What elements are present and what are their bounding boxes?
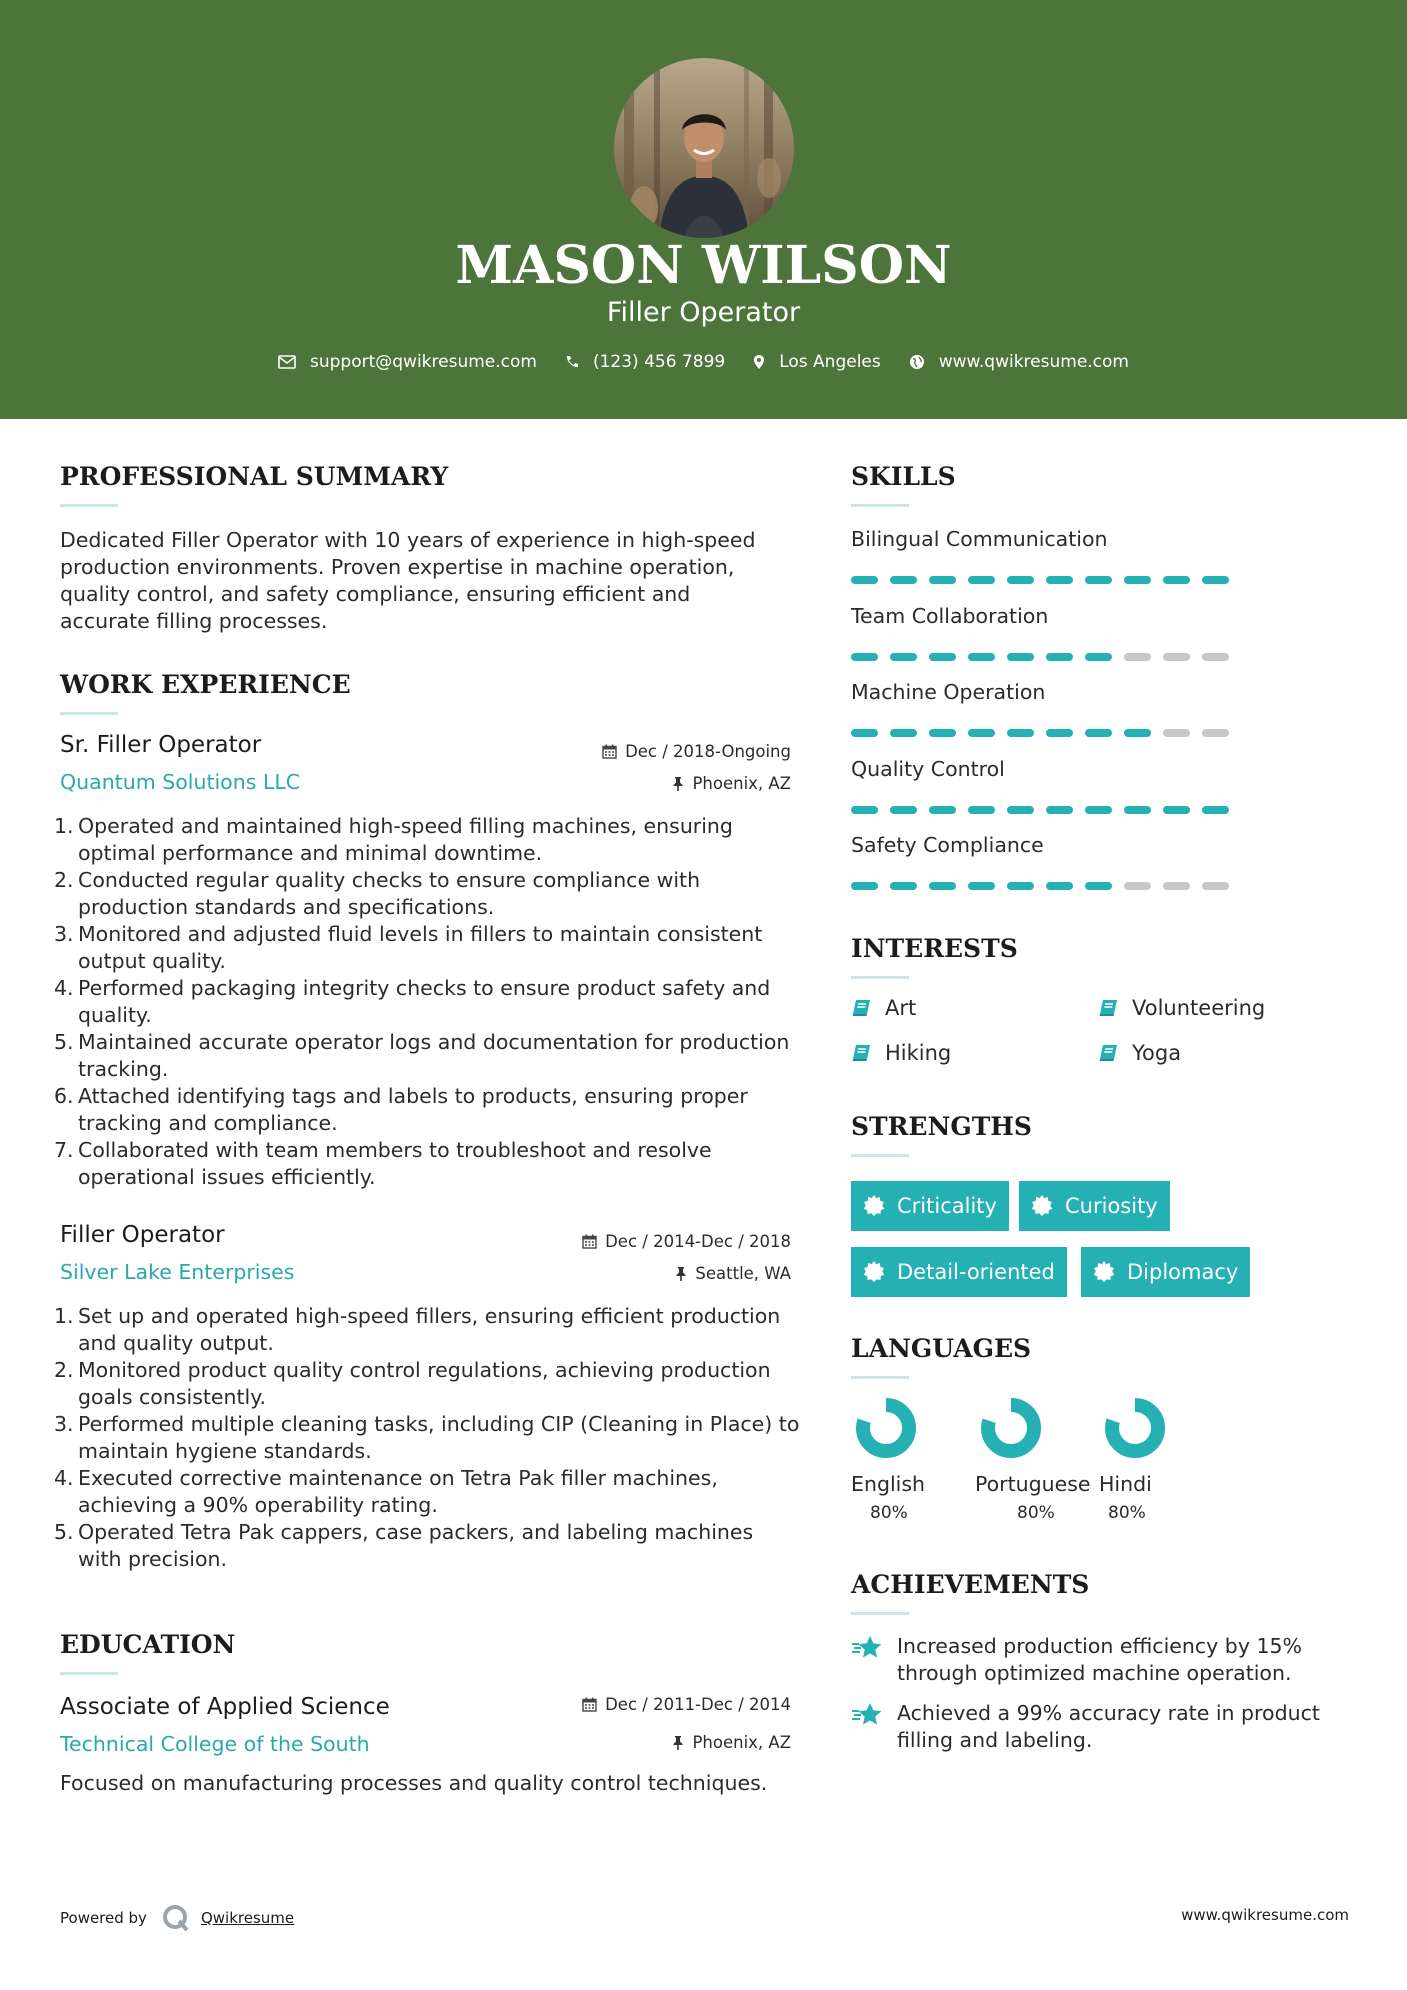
achievement-item: Achieved a 99% accuracy rate in product filling and labeling. xyxy=(851,1700,1331,1754)
avatar xyxy=(614,58,794,238)
calendar-icon xyxy=(582,1234,597,1249)
skill-dash xyxy=(1163,882,1190,890)
section-rule xyxy=(851,1612,909,1615)
email-text: support@qwikresume.com xyxy=(310,352,537,372)
section-rule xyxy=(851,976,909,979)
list-item: 1. Operated and maintained high-speed filling machines, ensuring optimal performance and minimal downtime. xyxy=(54,814,733,865)
calendar-icon xyxy=(582,1697,597,1712)
skill-dash xyxy=(968,576,995,584)
list-item: 5. Maintained accurate operator logs and documentation for production tracking. xyxy=(54,1030,790,1081)
skill-dash xyxy=(929,576,956,584)
language-ring xyxy=(980,1397,1042,1459)
contact-bar xyxy=(0,352,1407,372)
book-icon xyxy=(1098,1044,1118,1062)
skill-dash xyxy=(929,806,956,814)
star-icon xyxy=(851,1702,883,1728)
strength-badge: Detail-oriented xyxy=(851,1247,1067,1297)
skill-dash xyxy=(851,729,878,737)
skill-dash xyxy=(1202,653,1229,661)
skill-name: Safety Compliance xyxy=(851,833,1044,857)
section-title-skills: SKILLS xyxy=(851,462,956,491)
skill-dash xyxy=(1085,653,1112,661)
education-location: Phoenix, AZ xyxy=(672,1733,791,1752)
envelope-icon xyxy=(278,355,296,369)
interest-item: Art xyxy=(851,996,916,1020)
skill-dash xyxy=(851,806,878,814)
contact-phone[interactable] xyxy=(565,352,725,372)
degree-title: Associate of Applied Science xyxy=(60,1694,390,1720)
job-location: Phoenix, AZ xyxy=(672,774,791,793)
skill-dash xyxy=(1085,882,1112,890)
list-item: 4. Performed packaging integrity checks to ensure product safety and quality. xyxy=(54,976,771,1027)
skill-dash xyxy=(890,653,917,661)
skill-dash xyxy=(1163,806,1190,814)
list-item: 1. Set up and operated high-speed fillers, ensuring efficient production and quality output. xyxy=(54,1304,781,1355)
skill-dash xyxy=(890,576,917,584)
skill-level-bar xyxy=(851,576,1241,584)
education-date: Dec / 2011-Dec / 2014 xyxy=(582,1695,791,1714)
badge-icon xyxy=(1031,1195,1053,1217)
section-title-achievements: ACHIEVEMENTS xyxy=(851,1570,1090,1599)
language-percent: 80% xyxy=(1108,1503,1146,1523)
qwikresume-link[interactable]: Qwikresume xyxy=(200,1909,295,1927)
language-name: English xyxy=(851,1472,926,1496)
job-duties xyxy=(54,1303,800,1573)
skill-dash xyxy=(1124,882,1151,890)
qwikresume-logo-icon xyxy=(161,1903,191,1933)
language-ring xyxy=(1104,1397,1166,1459)
section-rule xyxy=(60,504,118,507)
strength-badge: Diplomacy xyxy=(1081,1247,1250,1297)
strength-badge: Curiosity xyxy=(1019,1181,1170,1231)
list-item: 3. Performed multiple cleaning tasks, including CIP (Cleaning in Place) to maintain hygiene standards. xyxy=(54,1412,800,1463)
skill-level-bar xyxy=(851,806,1241,814)
school-name: Technical College of the South xyxy=(60,1732,370,1756)
skill-dash xyxy=(1007,729,1034,737)
badge-icon xyxy=(1093,1261,1115,1283)
section-rule xyxy=(851,504,909,507)
star-icon xyxy=(851,1635,883,1661)
skill-dash xyxy=(929,882,956,890)
skill-dash xyxy=(1046,882,1073,890)
company-name: Quantum Solutions LLC xyxy=(60,770,301,794)
skill-dash xyxy=(1007,882,1034,890)
interest-item: Yoga xyxy=(1098,1041,1181,1065)
skill-dash xyxy=(1007,576,1034,584)
job-duties xyxy=(54,813,800,1191)
skill-level-bar xyxy=(851,729,1241,737)
list-item: 2. Monitored product quality control regulations, achieving production goals consistently. xyxy=(54,1358,771,1409)
book-icon xyxy=(851,999,871,1017)
resume-header xyxy=(0,0,1407,419)
skill-dash xyxy=(890,806,917,814)
skill-dash xyxy=(968,729,995,737)
skill-dash xyxy=(1046,576,1073,584)
language-ring-arc xyxy=(988,1405,1034,1451)
list-item: 3. Monitored and adjusted fluid levels in fillers to maintain consistent output quality. xyxy=(54,922,763,973)
candidate-role: Filler Operator xyxy=(606,297,801,328)
job-date: Dec / 2018-Ongoing xyxy=(602,742,791,761)
skill-dash xyxy=(1124,806,1151,814)
language-ring-arc xyxy=(1112,1405,1158,1451)
skill-dash xyxy=(851,576,878,584)
skill-dash xyxy=(1163,653,1190,661)
book-icon xyxy=(1098,999,1118,1017)
section-title-languages: LANGUAGES xyxy=(851,1334,1032,1363)
skill-level-bar xyxy=(851,882,1241,890)
achievement-item: Increased production efficiency by 15% through optimized machine operation. xyxy=(851,1633,1331,1687)
skill-dash xyxy=(929,729,956,737)
strength-badge: Criticality xyxy=(851,1181,1009,1231)
job-location: Seattle, WA xyxy=(675,1264,791,1283)
skill-dash xyxy=(1007,806,1034,814)
section-title-interests: INTERESTS xyxy=(851,934,1018,963)
skill-name: Team Collaboration xyxy=(851,603,1049,628)
skill-dash xyxy=(1163,576,1190,584)
calendar-icon xyxy=(602,744,617,759)
list-item: 4. Executed corrective maintenance on Tetra Pak filler machines, achieving a 90% operability rating. xyxy=(54,1466,718,1517)
skill-dash xyxy=(1085,729,1112,737)
skill-dash xyxy=(851,882,878,890)
list-item: 6. Attached identifying tags and labels to products, ensuring proper tracking and compliance. xyxy=(54,1084,748,1135)
list-item: 2. Conducted regular quality checks to ensure compliance with production standards and specifications. xyxy=(54,868,701,919)
footer-powered-by: Powered by Qwikresume xyxy=(60,1903,294,1933)
skill-dash xyxy=(890,882,917,890)
globe-icon xyxy=(909,354,925,370)
skill-name: Bilingual Communication xyxy=(851,527,1108,551)
skill-dash xyxy=(851,653,878,661)
language-percent: 80% xyxy=(870,1503,908,1523)
skill-dash xyxy=(1046,653,1073,661)
section-rule xyxy=(60,1672,118,1675)
skill-dash xyxy=(968,653,995,661)
language-name: Hindi xyxy=(1099,1472,1152,1496)
section-title-strengths: STRENGTHS xyxy=(851,1112,1032,1141)
skill-dash xyxy=(1163,729,1190,737)
badge-icon xyxy=(863,1261,885,1283)
skill-dash xyxy=(1202,576,1229,584)
job-title: Sr. Filler Operator xyxy=(60,732,262,758)
skill-dash xyxy=(929,653,956,661)
interest-item: Hiking xyxy=(851,1041,951,1065)
education-description: Focused on manufacturing processes and quality control techniques. xyxy=(60,1771,768,1795)
skill-name: Machine Operation xyxy=(851,680,1046,704)
skill-dash xyxy=(1007,653,1034,661)
phone-text: (123) 456 7899 xyxy=(592,352,726,372)
website-text: www.qwikresume.com xyxy=(938,352,1129,372)
section-title-education: EDUCATION xyxy=(60,1630,236,1659)
skill-dash xyxy=(1046,729,1073,737)
map-pin-icon xyxy=(753,354,765,370)
skill-dash xyxy=(1124,729,1151,737)
skill-level-bar xyxy=(851,653,1241,661)
skill-dash xyxy=(1202,806,1229,814)
skill-dash xyxy=(1085,806,1112,814)
skill-dash xyxy=(1202,882,1229,890)
skill-name: Quality Control xyxy=(851,756,1005,781)
badge-icon xyxy=(863,1195,885,1217)
skill-dash xyxy=(1124,576,1151,584)
contact-email[interactable] xyxy=(278,352,537,372)
section-rule xyxy=(851,1154,909,1157)
language-ring xyxy=(855,1397,917,1459)
section-title-summary: PROFESSIONAL SUMMARY xyxy=(60,462,449,491)
skill-dash xyxy=(1085,576,1112,584)
section-rule xyxy=(851,1376,909,1379)
skill-dash xyxy=(1046,806,1073,814)
section-title-experience: WORK EXPERIENCE xyxy=(60,670,351,699)
language-ring-arc xyxy=(863,1405,909,1451)
job-title: Filler Operator xyxy=(60,1222,225,1248)
location-text: Los Angeles xyxy=(779,352,881,372)
language-percent: 80% xyxy=(1017,1503,1055,1523)
footer-website[interactable]: www.qwikresume.com xyxy=(1181,1906,1349,1924)
pushpin-icon xyxy=(672,1735,684,1750)
contact-location xyxy=(753,352,881,372)
pushpin-icon xyxy=(672,776,684,791)
skill-dash xyxy=(890,729,917,737)
skill-dash xyxy=(1124,653,1151,661)
skill-dash xyxy=(1202,729,1229,737)
interest-item: Volunteering xyxy=(1098,996,1265,1020)
candidate-name: MASON WILSON xyxy=(455,235,952,296)
section-rule xyxy=(60,712,118,715)
language-name: Portuguese xyxy=(975,1472,1091,1496)
job-date: Dec / 2014-Dec / 2018 xyxy=(582,1232,791,1251)
contact-website[interactable] xyxy=(909,352,1129,372)
list-item: 5. Operated Tetra Pak cappers, case packers, and labeling machines with precision. xyxy=(54,1520,754,1571)
list-item: 7. Collaborated with team members to troubleshoot and resolve operational issues efficiently. xyxy=(54,1138,712,1189)
pushpin-icon xyxy=(675,1266,687,1281)
skill-dash xyxy=(968,882,995,890)
summary-text: Dedicated Filler Operator with 10 years of experience in high-speed production environments. Proven expertise in machine operation, quality control, and safety compliance, ensuring efficient and accurate filling processes. xyxy=(60,528,756,633)
skill-dash xyxy=(968,806,995,814)
phone-icon xyxy=(565,355,579,369)
company-name: Silver Lake Enterprises xyxy=(60,1260,295,1284)
book-icon xyxy=(851,1044,871,1062)
